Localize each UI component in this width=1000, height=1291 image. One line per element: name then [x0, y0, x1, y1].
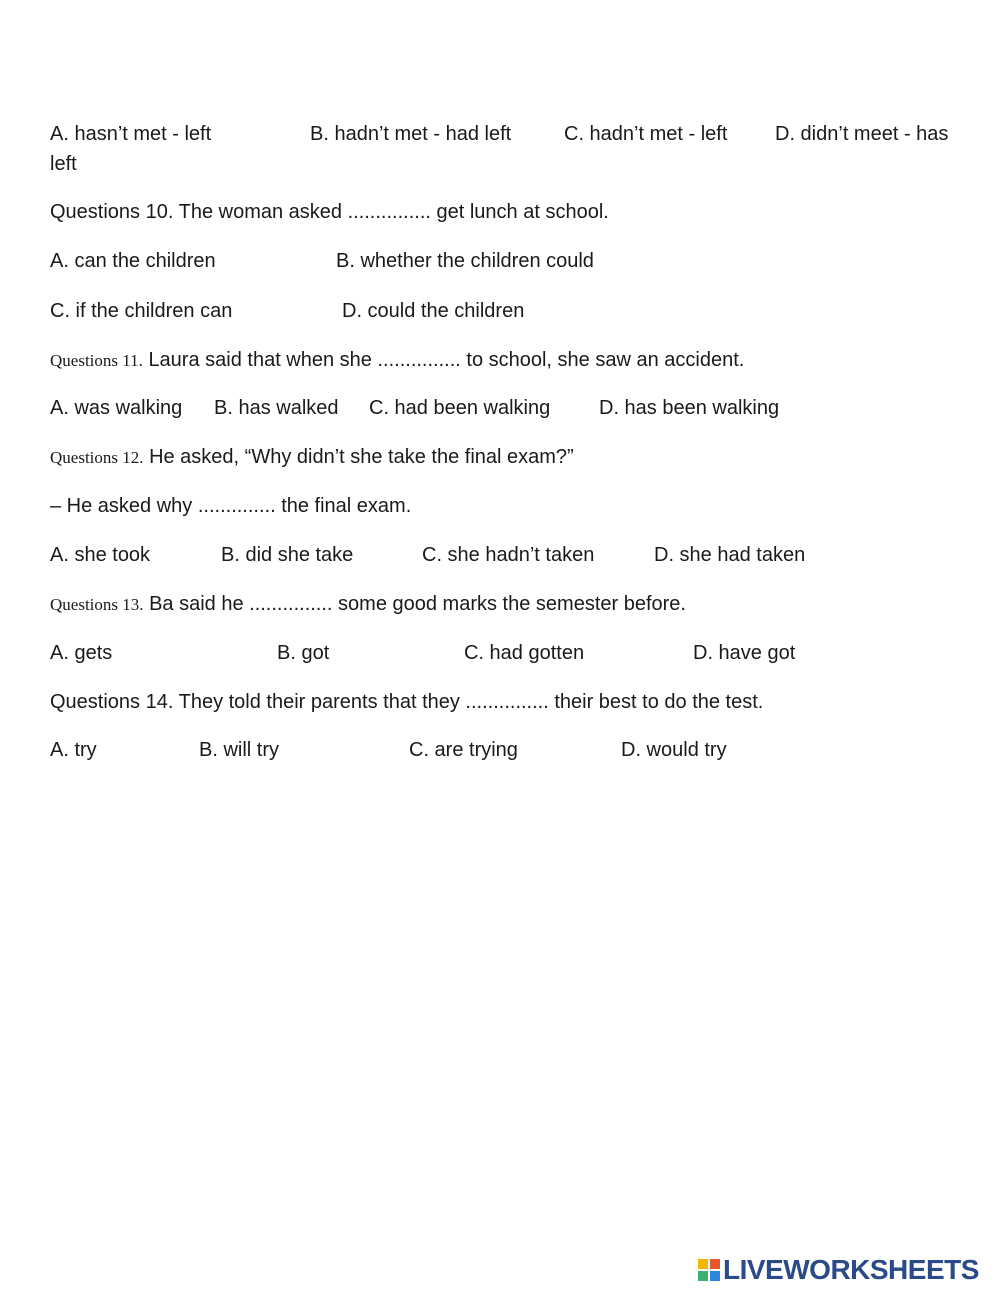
- q13-option-c: C. had gotten: [464, 642, 585, 664]
- q11-option-a: A. was walking: [50, 397, 183, 419]
- q11-stem-line: [50, 348, 744, 373]
- q13-option-a: A. gets: [50, 642, 113, 664]
- q9-option-d-continued: left: [50, 153, 77, 175]
- q14-option-b: B. will try: [199, 739, 279, 761]
- q12-option-b: B. did she take: [221, 544, 354, 566]
- q14-option-a: A. try: [50, 739, 97, 761]
- logo-blocks-icon: [698, 1259, 720, 1281]
- q10-option-c: C. if the children can: [50, 300, 233, 322]
- q12-prefix: Questions 12.: [50, 448, 144, 467]
- q12-stem-line: [50, 445, 574, 470]
- q10-option-a: A. can the children: [50, 250, 216, 272]
- q11-stem: Laura said that when she ............... to school, she saw an accident.: [148, 349, 745, 371]
- liveworksheets-logo: [698, 1255, 979, 1285]
- q10-option-d: D. could the children: [342, 300, 525, 322]
- q11-option-b: B. has walked: [214, 397, 339, 419]
- q13-option-d: D. have got: [693, 642, 796, 664]
- q13-stem-line: [50, 592, 686, 617]
- q10-option-b: B. whether the children could: [336, 250, 594, 272]
- q9-option-b: B. hadn’t met - had left: [310, 123, 512, 145]
- q13-stem: Ba said he ............... some good marks the semester before.: [149, 593, 686, 615]
- q14-option-d: D. would try: [621, 739, 727, 761]
- q11-option-d: D. has been walking: [599, 397, 780, 419]
- q9-option-a: A. hasn’t met - left: [50, 123, 212, 145]
- q14-option-c: C. are trying: [409, 739, 518, 761]
- q13-option-b: B. got: [277, 642, 330, 664]
- q12-option-d: D. she had taken: [654, 544, 806, 566]
- logo-text: LIVEWORKSHEETS: [723, 1254, 979, 1285]
- q12-stem-reported: – He asked why .............. the final exam.: [50, 495, 412, 517]
- q12-stem: He asked, “Why didn’t she take the final exam?”: [149, 446, 574, 468]
- q11-option-c: C. had been walking: [369, 397, 551, 419]
- q12-option-a: A. she took: [50, 544, 151, 566]
- q12-option-c: C. she hadn’t taken: [422, 544, 595, 566]
- q9-option-d: D. didn’t meet - has: [775, 123, 949, 145]
- q11-prefix: Questions 11.: [50, 351, 143, 370]
- q9-option-c: C. hadn’t met - left: [564, 123, 728, 145]
- q13-prefix: Questions 13.: [50, 595, 144, 614]
- q14-stem: Questions 14. They told their parents that they ............... their best to do the test.: [50, 691, 764, 713]
- q10-stem: Questions 10. The woman asked ............... get lunch at school.: [50, 201, 609, 223]
